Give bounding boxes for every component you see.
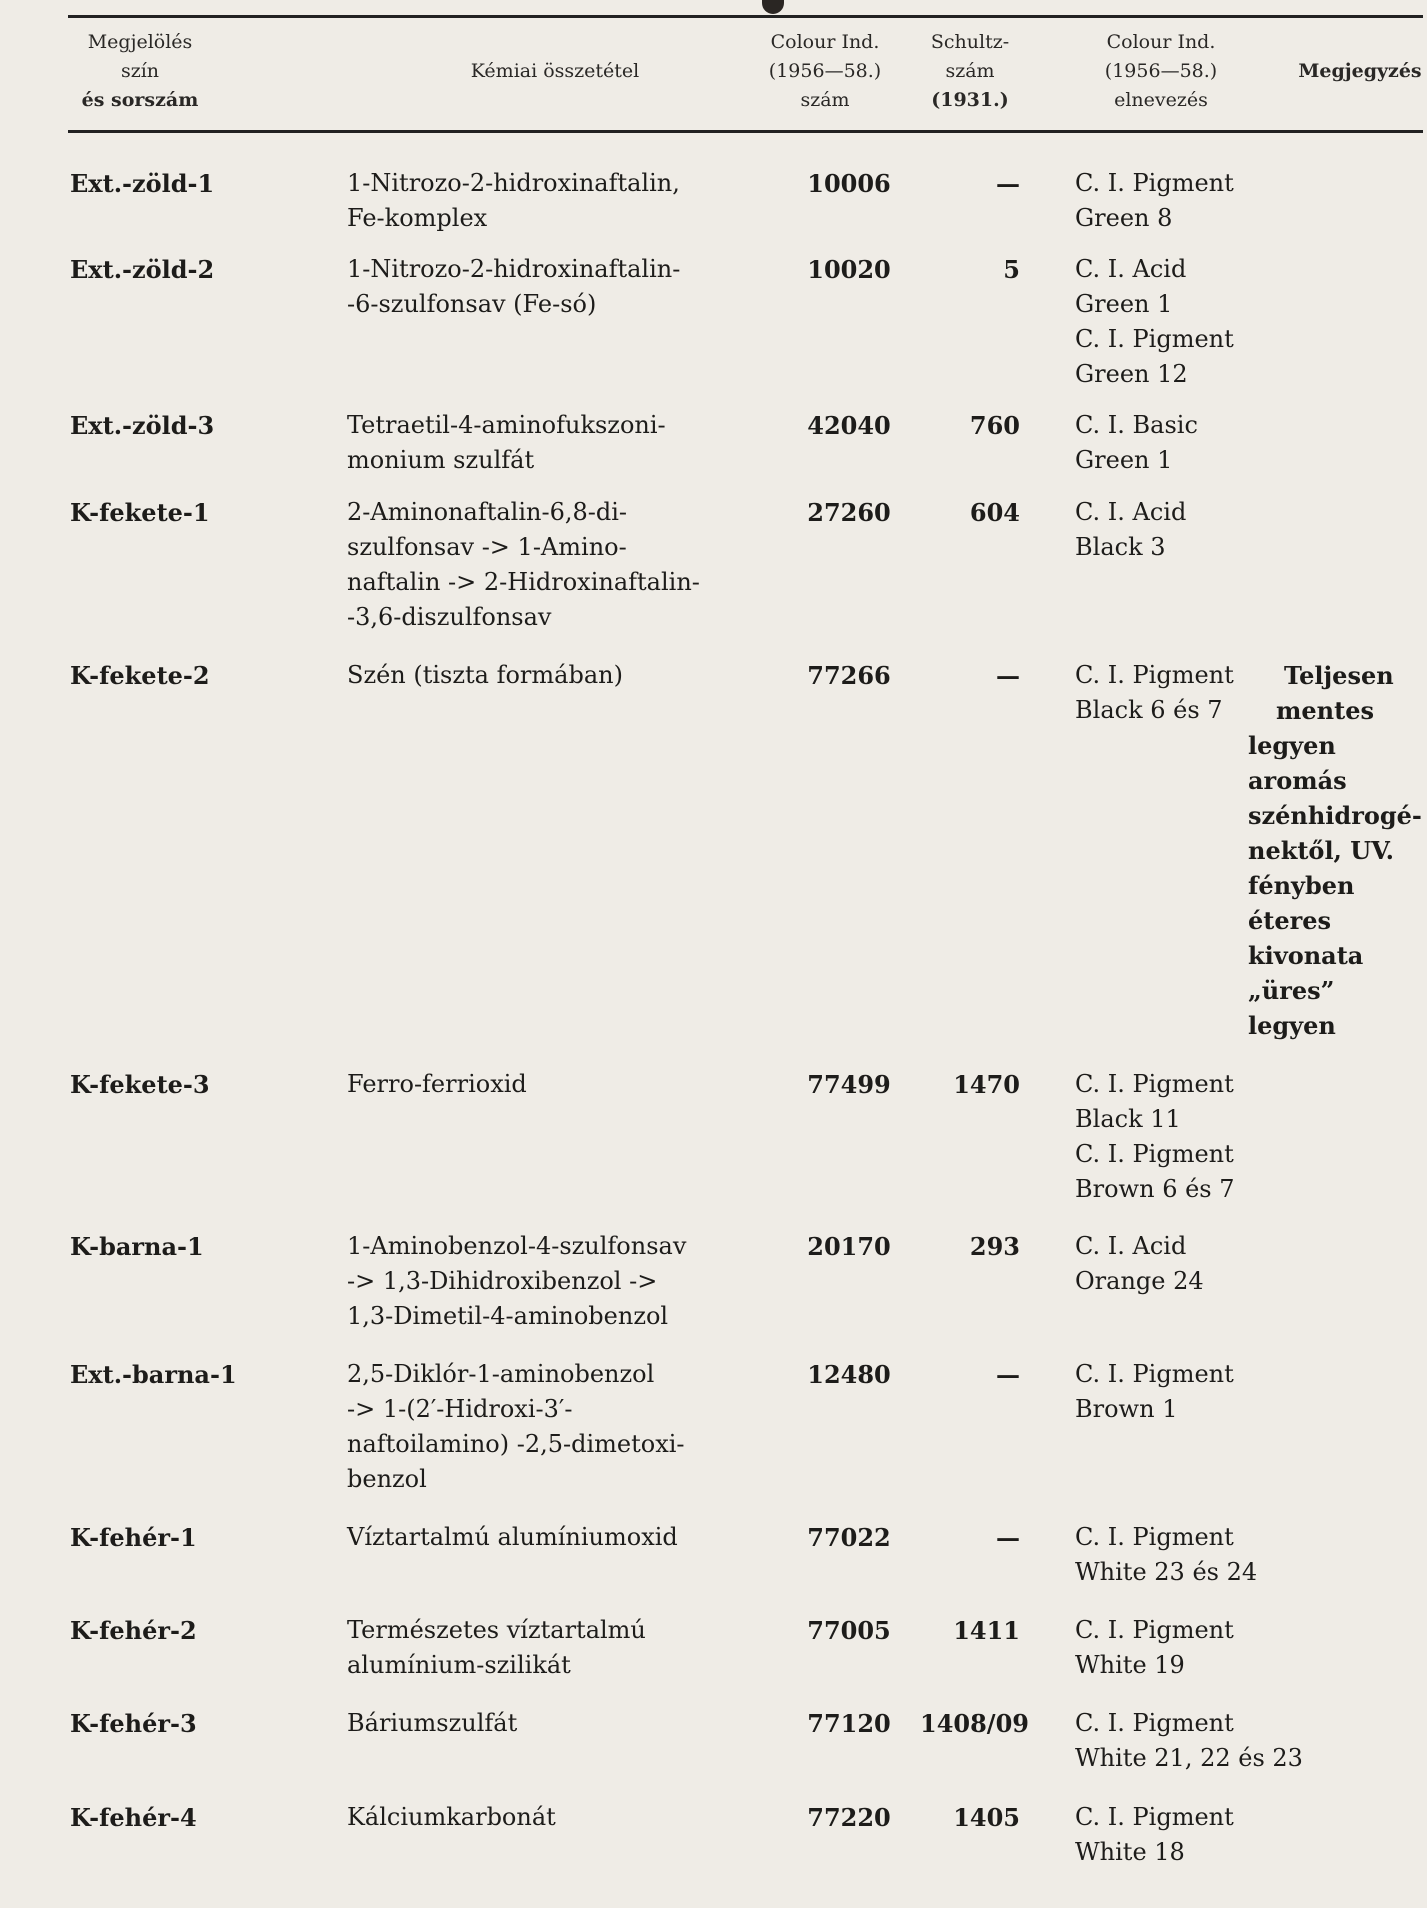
header-code-line: szín <box>120 60 160 82</box>
row-chemical-line: -6-szulfonsav (Fe-só) <box>347 290 597 318</box>
row-chemical-line: 1-Aminobenzol-4-szulfonsav <box>347 1232 687 1260</box>
row-ci-name <box>1075 1613 1234 1683</box>
row-code: K-fehér-2 <box>70 1616 197 1645</box>
row-ci-name-line: Black 3 <box>1075 533 1166 561</box>
row-code: K-fehér-4 <box>70 1803 197 1832</box>
row-ci-name-line: C. I. Pigment <box>1075 169 1234 197</box>
row-ci-number: 77022 <box>807 1523 891 1552</box>
row-code: K-fehér-3 <box>70 1709 197 1738</box>
row-chemical-line: 1-Nitrozo-2-hidroxinaftalin- <box>347 255 681 283</box>
row-schultz-number: 760 <box>969 411 1020 440</box>
row-schultz-number: 1411 <box>953 1616 1020 1645</box>
row-code: Ext.-zöld-1 <box>70 169 215 198</box>
row-note-line: mentes <box>1276 696 1374 725</box>
row-ci-name-line: White 18 <box>1075 1838 1185 1866</box>
row-ci-name-line: Black 6 és 7 <box>1075 696 1223 724</box>
row-note-line: legyen <box>1248 1011 1336 1040</box>
row-ci-name-line: C. I. Pigment <box>1075 1616 1234 1644</box>
row-ci-name-line: C. I. Pigment <box>1075 325 1234 353</box>
row-chemical-line: benzol <box>347 1465 427 1493</box>
header-ci-line: (1956—58.) <box>768 60 882 82</box>
row-code: Ext.-barna-1 <box>70 1360 237 1389</box>
row-ci-name <box>1075 1067 1235 1207</box>
header-code <box>70 28 210 115</box>
row-ci-name-line: Green 1 <box>1075 290 1173 318</box>
header-schultz-line: szám <box>945 60 995 82</box>
row-chemical <box>347 408 666 478</box>
row-ci-name-line: C. I. Acid <box>1075 255 1187 283</box>
row-ci-name-line: Green 12 <box>1075 360 1188 388</box>
row-chemical-line: naftalin -> 2-Hidroxinaftalin- <box>347 568 700 596</box>
header-code-line: Megjelölés <box>87 31 193 53</box>
row-ci-number: 27260 <box>807 498 891 527</box>
header-ciname-line: (1956—58.) <box>1104 60 1218 82</box>
row-ci-name-line: Brown 1 <box>1075 1395 1178 1423</box>
row-schultz-number: — <box>996 661 1020 690</box>
row-note-line: Teljesen <box>1284 661 1394 690</box>
header-ci-number <box>752 28 898 115</box>
header-ciname-line: elnevezés <box>1114 89 1208 111</box>
header-bottom-rule <box>68 130 1423 133</box>
header-ci-name <box>1088 28 1234 115</box>
row-chemical-line: 1-Nitrozo-2-hidroxinaftalin, <box>347 169 680 197</box>
row-ci-name <box>1075 1520 1257 1590</box>
row-ci-name-line: Black 11 <box>1075 1105 1181 1133</box>
row-ci-name-line: Orange 24 <box>1075 1267 1204 1295</box>
row-ci-name <box>1075 495 1186 565</box>
row-ci-name-line: C. I. Pigment <box>1075 661 1234 689</box>
row-chemical <box>347 1800 556 1835</box>
row-ci-name-line: White 19 <box>1075 1651 1185 1679</box>
row-ci-number: 10020 <box>807 255 891 284</box>
row-ci-name <box>1075 1706 1303 1776</box>
header-schultz-line: (1931.) <box>931 89 1009 111</box>
row-ci-number: 12480 <box>807 1360 891 1389</box>
row-chemical-line: Szén (tiszta formában) <box>347 661 623 689</box>
row-ci-number: 77005 <box>807 1616 891 1645</box>
row-chemical-line: 1,3-Dimetil-4-aminobenzol <box>347 1302 669 1330</box>
row-schultz-number: — <box>996 1523 1020 1552</box>
row-schultz-number: 1405 <box>953 1803 1020 1832</box>
row-ci-number: 77266 <box>807 661 891 690</box>
row-ci-name <box>1075 1229 1204 1299</box>
row-note-line: fényben <box>1248 871 1355 900</box>
row-schultz-number: 604 <box>969 498 1020 527</box>
header-schultz <box>910 28 1030 115</box>
row-chemical-line: Víztartalmú alumíniumoxid <box>347 1523 678 1551</box>
row-ci-name-line: Brown 6 és 7 <box>1075 1175 1235 1203</box>
row-note-line: szénhidrogé- <box>1248 801 1422 830</box>
row-note-line: éteres <box>1248 906 1332 935</box>
row-note-line: aromás <box>1248 766 1347 795</box>
row-note-line: legyen <box>1248 731 1336 760</box>
row-ci-name-line: C. I. Pigment <box>1075 1070 1234 1098</box>
row-chemical <box>347 252 680 322</box>
row-code: K-barna-1 <box>70 1232 204 1261</box>
row-ci-number: 42040 <box>807 411 891 440</box>
ink-blot <box>762 0 784 14</box>
row-ci-name <box>1075 1357 1234 1427</box>
row-ci-name-line: White 23 és 24 <box>1075 1558 1258 1586</box>
row-ci-number: 77220 <box>807 1803 891 1832</box>
row-ci-number: 10006 <box>807 169 891 198</box>
row-chemical-line: Tetraetil-4-aminofukszoni- <box>347 411 666 439</box>
row-chemical-line: 2,5-Diklór-1-aminobenzol <box>347 1360 655 1388</box>
header-note-label: Megjegyzés <box>1298 60 1422 82</box>
row-ci-name-line: C. I. Acid <box>1075 1232 1187 1260</box>
row-chemical-line: Természetes víztartalmú <box>347 1616 646 1644</box>
row-ci-name-line: C. I. Pigment <box>1075 1360 1234 1388</box>
row-ci-name <box>1075 1800 1234 1870</box>
row-ci-name-line: Green 8 <box>1075 204 1173 232</box>
header-code-line: és sorszám <box>81 89 199 111</box>
row-code: K-fehér-1 <box>70 1523 197 1552</box>
row-ci-name <box>1075 408 1198 478</box>
row-chemical <box>347 1613 646 1683</box>
row-chemical-line: Báriumszulfát <box>347 1709 518 1737</box>
row-chemical-line: Fe-komplex <box>347 204 488 232</box>
row-schultz-number: — <box>996 1360 1020 1389</box>
header-chem-label: Kémiai összetétel <box>470 60 640 82</box>
row-ci-name-line: C. I. Pigment <box>1075 1709 1234 1737</box>
row-ci-name-line: C. I. Pigment <box>1075 1140 1234 1168</box>
row-chemical <box>347 1357 685 1497</box>
row-chemical-line: Kálciumkarbonát <box>347 1803 556 1831</box>
row-code: K-fekete-1 <box>70 498 210 527</box>
row-note-line: „üres” <box>1248 976 1335 1005</box>
row-chemical-line: -3,6-diszulfonsav <box>347 603 552 631</box>
row-code: K-fekete-3 <box>70 1070 210 1099</box>
row-ci-name-line: White 21, 22 és 23 <box>1075 1744 1303 1772</box>
row-chemical-line: -> 1-(2′-Hidroxi-3′- <box>347 1395 573 1423</box>
header-schultz-line: Schultz- <box>930 31 1010 53</box>
row-ci-name-line: Green 1 <box>1075 446 1173 474</box>
row-note <box>1248 658 1422 1043</box>
header-ciname-line: Colour Ind. <box>1106 31 1216 53</box>
header-ci-line: Colour Ind. <box>770 31 880 53</box>
row-ci-name <box>1075 166 1234 236</box>
row-ci-name-line: C. I. Acid <box>1075 498 1187 526</box>
row-chemical <box>347 1229 686 1334</box>
row-ci-number: 77499 <box>807 1070 891 1099</box>
row-ci-name-line: C. I. Basic <box>1075 411 1198 439</box>
row-chemical-line: naftoilamino) -2,5-dimetoxi- <box>347 1430 685 1458</box>
row-chemical <box>347 1067 527 1102</box>
row-ci-name-line: C. I. Pigment <box>1075 1523 1234 1551</box>
row-ci-number: 20170 <box>807 1232 891 1261</box>
row-code: K-fekete-2 <box>70 661 210 690</box>
row-schultz-number: 293 <box>969 1232 1020 1261</box>
row-chemical <box>347 1706 517 1741</box>
row-code: Ext.-zöld-3 <box>70 411 215 440</box>
row-chemical-line: -> 1,3-Dihidroxibenzol -> <box>347 1267 658 1295</box>
row-chemical <box>347 166 680 236</box>
top-rule <box>68 15 1423 18</box>
row-chemical-line: 2-Aminonaftalin-6,8-di- <box>347 498 627 526</box>
row-note-line: nektől, UV. <box>1248 836 1394 865</box>
header-ci-line: szám <box>800 89 850 111</box>
row-chemical-line: alumínium-szilikát <box>347 1651 571 1679</box>
row-chemical-line: Ferro-ferrioxid <box>347 1070 527 1098</box>
row-chemical-line: szulfonsav -> 1-Amino- <box>347 533 627 561</box>
row-ci-name <box>1075 658 1234 728</box>
row-schultz-number: 1408/09 <box>920 1709 1029 1738</box>
row-chemical <box>347 658 623 693</box>
header-note <box>1290 57 1427 86</box>
row-chemical <box>347 495 700 635</box>
row-schultz-number: 5 <box>1003 255 1020 284</box>
row-schultz-number: 1470 <box>953 1070 1020 1099</box>
row-ci-name-line: C. I. Pigment <box>1075 1803 1234 1831</box>
header-chem <box>430 57 680 86</box>
row-code: Ext.-zöld-2 <box>70 255 215 284</box>
row-ci-name <box>1075 252 1234 392</box>
row-ci-number: 77120 <box>807 1709 891 1738</box>
row-schultz-number: — <box>996 169 1020 198</box>
row-chemical-line: monium szulfát <box>347 446 535 474</box>
row-chemical <box>347 1520 678 1555</box>
row-note-line: kivonata <box>1248 941 1364 970</box>
